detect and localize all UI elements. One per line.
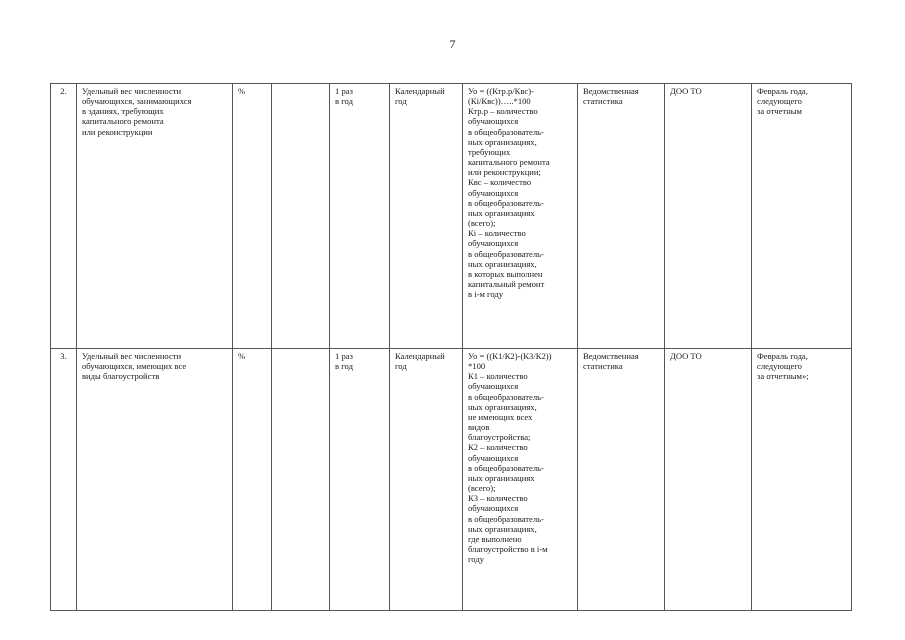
indicator-name-cell: Удельный вес численности обучающихся, имеющих все виды благоустройств — [77, 349, 233, 611]
source-cell: Ведомственная статистика — [578, 84, 665, 349]
frequency-cell: 1 раз в год — [330, 349, 390, 611]
formula-cell: Уо = ((Ктр.р/Квс)- (Кi/Квс))…..*100 Ктр.р – количество обучающихся в общеобразователь- ных организациях, требующих капитального ремонта или реконструкции; Квс – количество обучающихся в общеобразователь- ных организациях (всего); Кi – количество обучающихся в общеобразователь- ных организациях, в которых выполнен капитальный ремонт в i-м году — [463, 84, 578, 349]
row-number-cell: 2. — [51, 84, 77, 349]
deadline-cell: Февраль года, следующего за отчетным — [752, 84, 852, 349]
source-cell: Ведомственная статистика — [578, 349, 665, 611]
indicator-name-cell: Удельный вес численности обучающихся, занимающихся в зданиях, требующих капитального ремонта или реконструкции — [77, 84, 233, 349]
responsible-cell: ДОО ТО — [665, 349, 752, 611]
indicator-table — [50, 83, 852, 611]
table-row — [51, 84, 852, 349]
unit-cell: % — [233, 84, 272, 349]
frequency-cell: 1 раз в год — [330, 84, 390, 349]
row-number-cell: 3. — [51, 349, 77, 611]
empty-cell — [272, 84, 330, 349]
formula-cell: Уо = ((К1/К2)-(К3/К2)) *100 К1 – количество обучающихся в общеобразователь- ных организациях, не имеющих всех видов благоустройства; К2 – количество обучающихся в общеобразователь- ных организациях (всего); К3 – количество обучающихся в общеобразователь- ных организациях, где выполнено благоустройство в i-м году — [463, 349, 578, 611]
period-cell: Календарный год — [390, 84, 463, 349]
responsible-cell: ДОО ТО — [665, 84, 752, 349]
deadline-cell: Февраль года, следующего за отчетным»; — [752, 349, 852, 611]
page-number: 7 — [449, 37, 456, 51]
table-row — [51, 349, 852, 611]
unit-cell: % — [233, 349, 272, 611]
period-cell: Календарный год — [390, 349, 463, 611]
empty-cell — [272, 349, 330, 611]
